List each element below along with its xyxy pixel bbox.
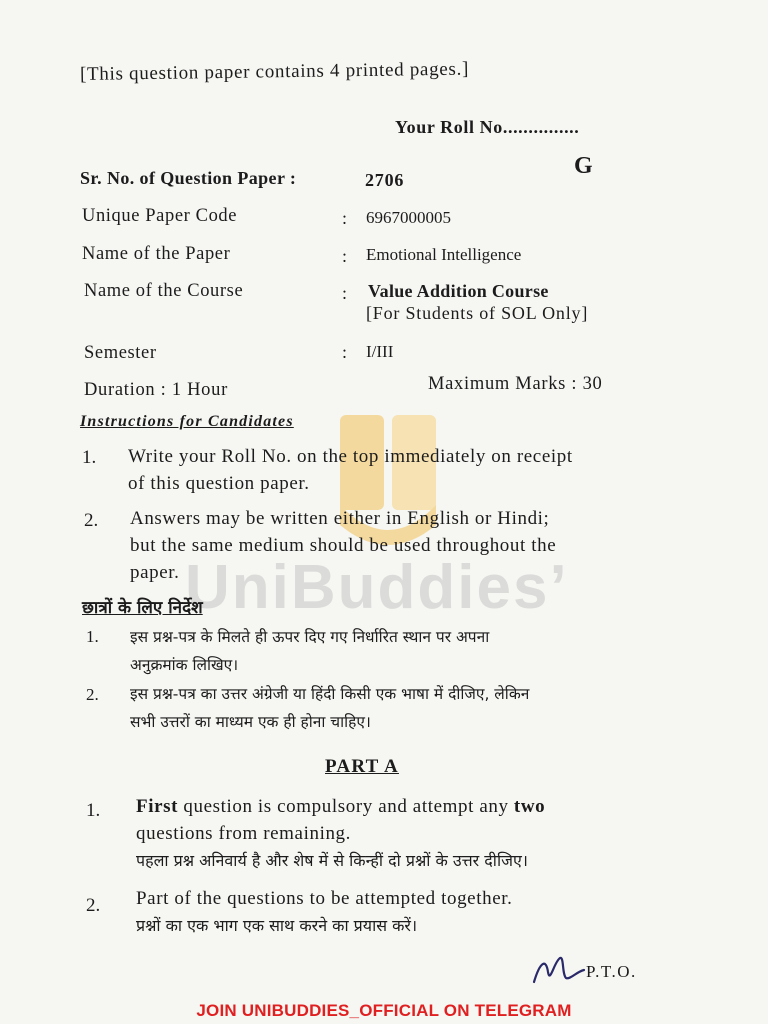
telegram-footer-banner: JOIN UNIBUDDIES_OFFICIAL ON TELEGRAM — [196, 1001, 572, 1020]
instruction-number: 2. — [84, 510, 99, 531]
colon: : — [342, 208, 348, 228]
instruction-text: Answers may be written either in English or Hindi; but the same medium should be used throughout the paper. — [130, 508, 557, 583]
maximum-marks: Maximum Marks : 30 — [428, 374, 603, 394]
part-title: PART A — [325, 756, 399, 777]
instruction-text: इस प्रश्न-पत्र के मिलते ही ऊपर दिए गए निर्धारित स्थान पर अपना अनुक्रमांक लिखिए। — [130, 628, 490, 674]
hindi-instructions-title: छात्रों के लिए निर्देश — [82, 598, 203, 618]
colon: : — [342, 283, 348, 303]
instruction-number: 2. — [86, 685, 99, 704]
unique-paper-code-label: Unique Paper Code — [82, 206, 238, 226]
instruction-number: 2. — [86, 895, 101, 916]
unibuddies-watermark-text: UniBuddies’ — [185, 553, 569, 622]
sr-no-label: Sr. No. of Question Paper : — [80, 168, 297, 188]
instruction-text: First question is compulsory and attempt any two questions from remaining. पहला प्रश्न अनिवार्य है और शेष में से किन्हीं दो प्रश्नों के उत्तर दीजिए। — [136, 796, 546, 870]
signature-mark — [530, 950, 590, 990]
course-name-value: Value Addition Course — [368, 281, 549, 301]
semester-label: Semester — [84, 343, 157, 363]
instruction-text: Part of the questions to be attempted together. प्रश्नों का एक भाग एक साथ करने का प्रयास करें। — [136, 888, 513, 935]
colon: : — [342, 246, 348, 266]
unique-paper-code-value: 6967000005 — [366, 208, 451, 227]
instruction-text: Write your Roll No. on the top immediately on receipt of this question paper. — [128, 446, 573, 494]
paper-name-label: Name of the Paper — [82, 244, 231, 264]
pto-text: P.T.O. — [586, 962, 637, 981]
course-name-label: Name of the Course — [84, 281, 244, 301]
instruction-text: इस प्रश्न-पत्र का उत्तर अंग्रेजी या हिंदी किसी एक भाषा में दीजिए, लेकिन सभी उत्तरों का माध्यम एक ही होना चाहिए। — [130, 685, 530, 731]
sr-no-value: 2706 — [365, 170, 405, 190]
printed-pages-note: [This question paper contains 4 printed pages.] — [79, 58, 470, 85]
instruction-number: 1. — [86, 800, 101, 821]
set-code: G — [574, 153, 593, 179]
instruction-number: 1. — [82, 447, 97, 468]
course-name-note: [For Students of SOL Only] — [366, 303, 589, 323]
instructions-title: Instructions for Candidates — [80, 413, 294, 430]
duration: Duration : 1 Hour — [84, 380, 228, 400]
paper-name-value: Emotional Intelligence — [366, 245, 522, 264]
colon: : — [342, 342, 348, 362]
semester-value: I/III — [366, 342, 394, 361]
roll-number-field: Your Roll No............... — [395, 117, 580, 137]
instruction-number: 1. — [86, 627, 99, 646]
